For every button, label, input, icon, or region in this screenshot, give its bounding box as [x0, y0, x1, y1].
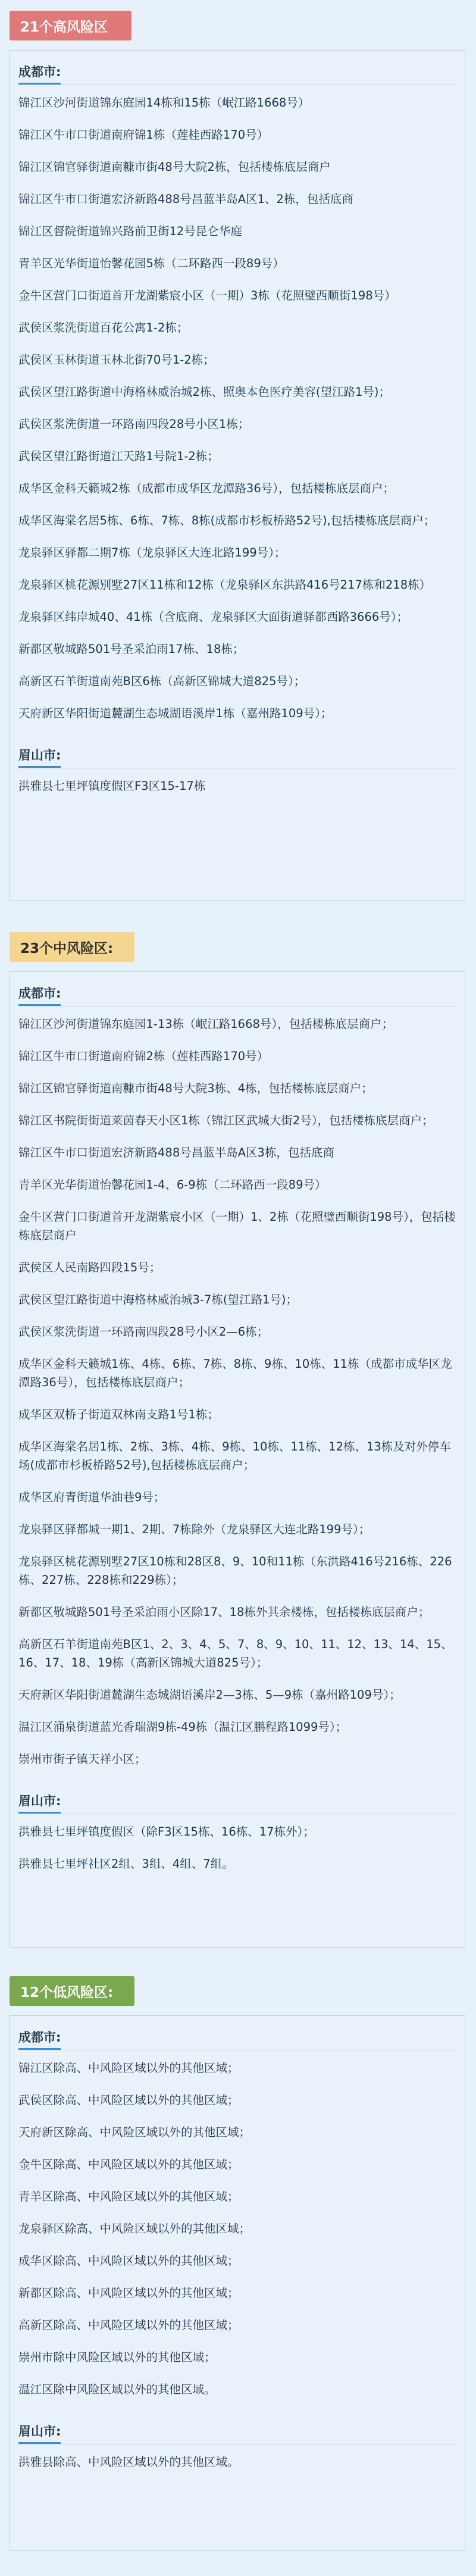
- area-item: 锦江区沙河街道锦东庭园1-13栋（岷江路1668号），包括楼栋底层商户；: [18, 1017, 394, 1031]
- area-item: 武侯区望江路街道江天路1号院1-2栋；: [18, 449, 219, 463]
- city-name: 成都市:: [18, 2028, 61, 2050]
- area-item: 洪雅县七里坪镇度假区（除F3区15栋、16栋、17栋外）；: [18, 1825, 315, 1839]
- area-item: 成华区府青街道华油巷9号；: [18, 1490, 165, 1504]
- area-item: 天府新区华阳街道麓湖生态城湖语溪岸1栋（嘉州路109号）；: [18, 706, 333, 720]
- area-item: 成华区除高、中风险区域以外的其他区域；: [18, 2254, 239, 2268]
- area-item: 洪雅县七里坪镇度假区F3区15-17栋: [18, 779, 206, 793]
- area-item: 高新区石羊街道南苑B区1、2、3、4、5、7、8、9、10、11、12、13、14、15、16、17、18、19栋（高新区锦城大道825号）；: [18, 1637, 453, 1670]
- area-item: 武侯区浆洗街道一环路南四段28号小区2—6栋；: [18, 1325, 269, 1339]
- area-item: 新都区敬城路501号圣采泊雨17栋、18栋；: [18, 642, 245, 656]
- area-item: 成华区海棠名居5栋、6栋、7栋、8栋(成都市杉板桥路52号),包括楼栋底层商户；: [18, 514, 436, 527]
- area-item: 龙泉驿区纬岸城40、41栋（含底商、龙泉驿区大面街道驿都西路3666号）；: [18, 610, 409, 624]
- area-item: 锦江区沙河街道锦东庭园14栋和15栋（岷江路1668号）: [18, 96, 310, 110]
- area-item: 武侯区望江路街道中海格林威治城3-7栋(望江路1号)；: [18, 1293, 298, 1306]
- city-heading: [18, 2024, 456, 2058]
- city-name: 眉山市:: [18, 2422, 61, 2444]
- city-name: 眉山市:: [18, 746, 61, 768]
- area-item: 锦江区书院街街道莱茵春天小区1栋（锦江区武城大街2号），包括楼栋底层商户；: [18, 1114, 434, 1127]
- area-item: 金牛区除高、中风险区域以外的其他区域；: [18, 2158, 239, 2171]
- area-item: 洪雅县除高、中风险区域以外的其他区域。: [18, 2455, 239, 2469]
- city-heading: [18, 2418, 456, 2452]
- group-spacer: [18, 2412, 456, 2418]
- area-item: 成华区金科天籁城1栋、4栋、6栋、7栋、8栋、9栋、10栋、11栋（成都市成华区龙潭路36号），包括楼栋底层商户；: [18, 1357, 452, 1389]
- area-item: 成华区双桥子街道双林南支路1号1栋；: [18, 1408, 219, 1421]
- area-item: 龙泉驿区桃花源别墅27区11栋和12栋（龙泉驿区东洪路416号217栋和218栋）: [18, 578, 431, 592]
- area-item: 锦江区督院街道锦兴路前卫街12号昆仑华庭: [18, 224, 242, 238]
- area-item: 锦江区牛市口街道南府锦1栋（莲桂西路170号）: [18, 128, 269, 142]
- area-item: 锦江区牛市口街道宏济新路488号昌蓝半岛A区3栋，包括底商: [18, 1146, 334, 1159]
- area-item: 武侯区浆洗街道一环路南四段28号小区1栋；: [18, 417, 250, 431]
- area-item: 锦江区牛市口街道南府锦2栋（莲桂西路170号）: [18, 1049, 269, 1063]
- area-item: 锦江区除高、中风险区域以外的其他区域；: [18, 2061, 239, 2075]
- area-item: 成华区金科天籁城2栋（成都市成华区龙潭路36号），包括楼栋底层商户；: [18, 482, 394, 495]
- city-heading: [18, 980, 456, 1014]
- area-item: 新都区敬城路501号圣采泊雨小区除17、18栋外其余楼栋，包括楼栋底层商户；: [18, 1605, 430, 1619]
- area-item: 青羊区光华街道怡馨花园5栋（二环路西一段89号）: [18, 257, 284, 270]
- area-item: 锦江区牛市口街道宏济新路488号昌蓝半岛A区1、2栋，包括底商: [18, 192, 353, 206]
- area-item: 温江区除中风险区域以外的其他区域。: [18, 2383, 216, 2396]
- area-item: 温江区涌泉街道蓝光香瑞湖9栋-49栋（温江区鹏程路1099号）；: [18, 1720, 347, 1734]
- area-item: 武侯区除高、中风险区域以外的其他区域；: [18, 2093, 239, 2107]
- group-spacer: [18, 1782, 456, 1788]
- medium-risk-list: [18, 980, 456, 1873]
- area-item: 青羊区除高、中风险区域以外的其他区域；: [18, 2190, 239, 2203]
- area-item: 高新区除高、中风险区域以外的其他区域；: [18, 2318, 239, 2332]
- low-risk-title: 12个低风险区:: [10, 1976, 134, 2006]
- low-risk-box: [10, 2015, 465, 2551]
- area-item: 龙泉驿区驿都城一期1、2期、7栋除外（龙泉驿区大连北路199号）；: [18, 1523, 371, 1536]
- area-item: 成华区海棠名居1栋、2栋、3栋、4栋、9栋、10栋、11栋、12栋、13栋及对外停车场(成都市杉板桥路52号),包括楼栋底层商户；: [18, 1440, 451, 1472]
- area-item: 锦江区锦官驿街道南糠市街48号大院3栋、4栋，包括楼栋底层商户；: [18, 1081, 373, 1095]
- area-item: 洪雅县七里坪社区2组、3组、4组、7组。: [18, 1857, 234, 1871]
- area-item: 龙泉驿区桃花源别墅27区10栋和28区8、9、10和11栋（东洪路416号216栋、226栋、227栋、228栋和229栋）；: [18, 1555, 452, 1587]
- area-item: 武侯区玉林街道玉林北街70号1-2栋；: [18, 353, 215, 367]
- city-name: 眉山市:: [18, 1792, 61, 1814]
- area-item: 龙泉驿区除高、中风险区域以外的其他区域；: [18, 2222, 251, 2236]
- area-item: 青羊区光华街道怡馨花园1-4、6-9栋（二环路西一段89号）: [18, 1178, 327, 1192]
- area-item: 新都区除高、中风险区域以外的其他区域；: [18, 2286, 239, 2300]
- high-risk-list: [18, 59, 456, 795]
- city-name: 成都市:: [18, 984, 61, 1006]
- area-item: 崇州市除中风险区域以外的其他区域；: [18, 2350, 216, 2364]
- city-heading: [18, 1788, 456, 1822]
- area-item: 天府新区除高、中风险区域以外的其他区域；: [18, 2125, 251, 2139]
- area-item: 金牛区营门口街道首开龙湖紫宸小区（一期）3栋（花照璧西顺街198号）: [18, 289, 396, 302]
- high-risk-title: 21个高风险区: [10, 11, 131, 40]
- area-item: 武侯区浆洗街道百花公寓1-2栋；: [18, 321, 189, 334]
- low-risk-list: [18, 2024, 456, 2471]
- area-item: 高新区石羊街道南苑B区6栋（高新区锦城大道825号）；: [18, 674, 306, 688]
- city-heading: [18, 59, 456, 93]
- medium-risk-box: [10, 971, 465, 1947]
- area-item: 龙泉驿区驿都二期7栋（龙泉驿区大连北路199号）；: [18, 546, 286, 559]
- city-heading: [18, 742, 456, 776]
- group-spacer: [18, 736, 456, 742]
- city-name: 成都市:: [18, 62, 61, 85]
- area-item: 崇州市街子镇天祥小区；: [18, 1752, 146, 1766]
- area-item: 锦江区锦官驿街道南糠市街48号大院2栋，包括楼栋底层商户: [18, 160, 331, 174]
- medium-risk-title: 23个中风险区:: [10, 932, 134, 962]
- area-item: 天府新区华阳街道麓湖生态城湖语溪岸2—3栋、5—9栋（嘉州路109号）；: [18, 1688, 401, 1702]
- area-item: 金牛区营门口街道首开龙湖紫宸小区（一期）1、2栋（花照璧西顺街198号），包括楼栋底层商户: [18, 1210, 456, 1242]
- area-item: 武侯区人民南路四段15号；: [18, 1261, 161, 1274]
- area-item: 武侯区望江路街道中海格林威治城2栋、照奥本色医疗美容(望江路1号)；: [18, 385, 391, 399]
- high-risk-box: [10, 50, 465, 901]
